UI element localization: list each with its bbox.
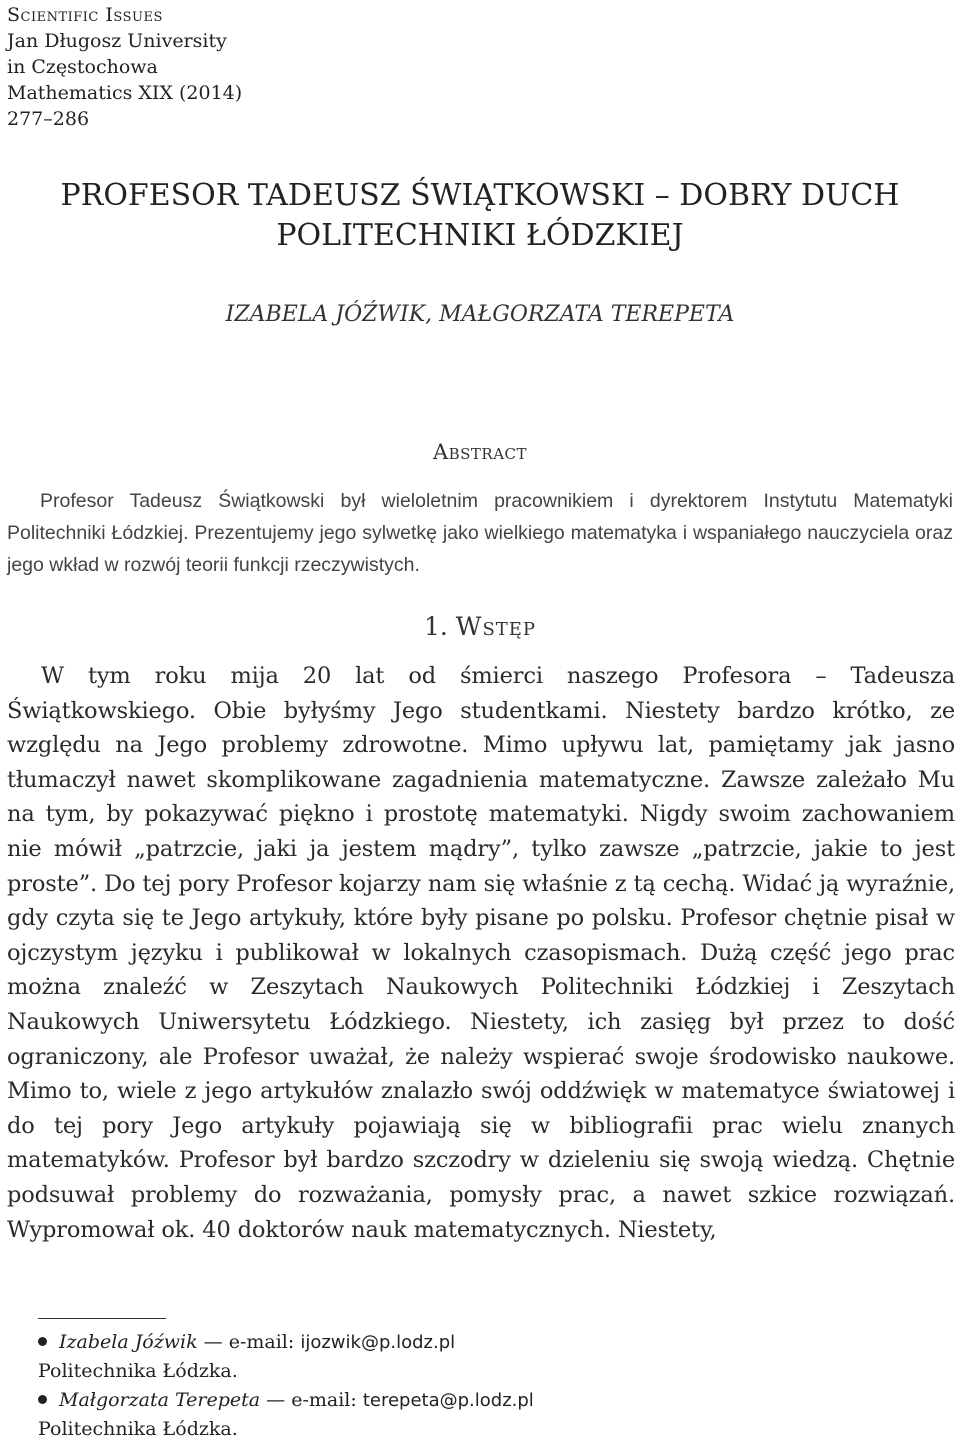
abstract-heading: Abstract: [432, 440, 528, 464]
paper-title-line-1: PROFESOR TADEUSZ ŚWIĄTKOWSKI – DOBRY DUCH: [60, 178, 900, 213]
bullet-icon: [38, 1337, 47, 1346]
footnote-author-2: [38, 1386, 534, 1415]
paper-title-line-2: POLITECHNIKI ŁÓDZKIEJ: [276, 218, 684, 253]
paper-authors: IZABELA JÓŹWIK, MAŁGORZATA TEREPETA: [225, 302, 735, 327]
footnote-author-name: Izabela Jóźwik: [59, 1331, 198, 1353]
footnotes: [38, 1328, 534, 1444]
abstract-text: Profesor Tadeusz Świątkowski był wieloletnim pracownikiem i dyrektorem Instytutu Matematyki Politechniki Łódzkiej. Prezentujemy jego sylwetkę jako wielkiego matematyka i wspaniałego nauczyciela oraz jego wkład w rozwój teorii funkcji rzeczywistych.: [7, 490, 953, 576]
footnote-email-label: — e-mail:: [203, 1331, 295, 1353]
footnote-affiliation: Politechnika Łódzka.: [38, 1418, 238, 1440]
section-title: Wstęp: [455, 612, 537, 641]
journal-volume: Mathematics XIX (2014): [7, 82, 243, 104]
footnote-rule: [38, 1318, 166, 1319]
journal-header: [7, 2, 242, 132]
footnote-author-1: [38, 1328, 534, 1357]
section-heading: [0, 612, 960, 641]
journal-series: Scientific Issues: [7, 4, 163, 26]
section-number: 1.: [423, 612, 448, 641]
footnote-affiliation: Politechnika Łódzka.: [38, 1360, 238, 1382]
body-paragraph: W tym roku mija 20 lat od śmierci naszego Profesora – Tadeusza Świątkowskiego. Obie byłyśmy Jego studentkami. Niestety bardzo krótko, ze względu na Jego problemy zdrowotne. Mimo upływu lat, pamiętamy jak jasno tłumaczył nawet skomplikowane zagadnienia matematyczne. Zawsze zależało Mu na tym, by pokazywać piękno i prostotę matematyki. Nigdy swoim zachowaniem nie mówił „patrzcie, jaki ja jestem mądry”, tylko zawsze „patrzcie, jakie to jest proste”. Do tej pory Profesor kojarzy nam się właśnie z tą cechą. Widać ją wyraźnie, gdy czyta się te Jego artykuły, które były pisane po polsku. Profesor chętnie pisał w ojczystym języku i publikował w lokalnych czasopismach. Dużą część jego prac można znaleźć w Zeszytach Naukowych Politechniki Łódzkiej i Zeszytach Naukowych Uniwersytetu Łódzkiego. Niestety, ich zasięg był przez to dość ograniczony, ale Profesor uważał, że należy wspierać swoje środowisko naukowe. Mimo to, wiele z jego artykułów znalazło swój oddźwięk w matematyce światowej i do tej pory Jego artykuły pojawiają się w bibliografii prac wielu znanych matematyków. Profesor był bardzo szczodry w dzieleniu się swoją wiedzą. Chętnie podsuwał problemy do rozważania, pomysły prac, a nawet szkice rozwiązań. Wypromował ok. 40 doktorów nauk matematycznych. Niestety,: [7, 663, 955, 1243]
paper-title: [0, 176, 960, 256]
journal-pages: 277–286: [7, 108, 90, 130]
footnote-email[interactable]: ijozwik@p.lodz.pl: [300, 1332, 456, 1353]
footnote-author-name: Małgorzata Terepeta: [59, 1389, 261, 1411]
bullet-icon: [38, 1395, 47, 1404]
footnote-email-label: — e-mail:: [266, 1389, 357, 1411]
footnote-email[interactable]: terepeta@p.lodz.pl: [362, 1390, 534, 1411]
journal-university: Jan Długosz University: [7, 30, 227, 52]
journal-city: in Częstochowa: [7, 56, 158, 78]
